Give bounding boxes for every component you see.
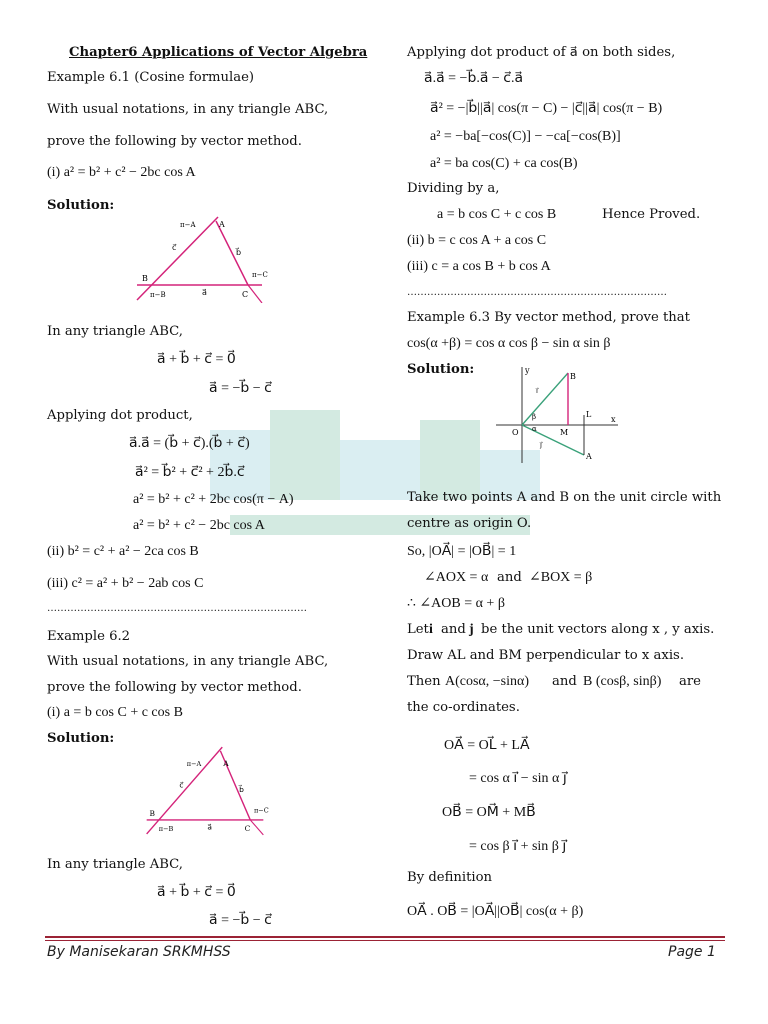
right-eq-ob: OB⃗ = OM⃗ + MB⃗ (442, 805, 536, 820)
fig3-label-j: j⃗ (540, 441, 542, 449)
right-eq-1: a⃗.a⃗ = −b⃗.a⃗ − c⃗.a⃗ (424, 71, 524, 86)
fig2-label-B: B (149, 809, 155, 819)
eq-vector-sum-2: a⃗ + b⃗ + c⃗ = 0⃗ (157, 885, 236, 900)
right-line-dot-both-sides: Applying dot product of a⃗ on both sides, (407, 45, 676, 60)
example-6-2-part3: (iii) c = a cos B + b cos A (407, 259, 551, 274)
fig3-label-B: B (570, 372, 576, 381)
right-eq-oa: OA⃗ = OL⃗ + LA⃗ (444, 738, 530, 753)
fig1-label-piC: π−C (252, 271, 268, 279)
fig1-label-b: b⃗ (236, 248, 242, 257)
right-line-centre: centre as origin O. (407, 516, 532, 531)
right-line-let: Let (407, 622, 429, 637)
footer-author: By Manisekaran SRKMHSS (47, 944, 231, 960)
example-6-1-part1: (i) a² = b² + c² − 2bc cos A (47, 165, 196, 180)
chapter-header: Chapter6 Applications of Vector Algebra (69, 45, 368, 60)
eq-a-vector-2: a⃗ = −b⃗ − c⃗ (209, 913, 272, 928)
eq-dot-2: a⃗² = b⃗² + c⃗² + 2b⃗.c⃗ (135, 465, 245, 480)
example-6-2-line1: With usual notations, in any triangle ABC, (47, 654, 329, 669)
right-line-j-vector: j⃗ (469, 622, 485, 637)
right-line-draw: Draw AL and BM perpendicular to x axis. (407, 648, 685, 663)
fig3-label-i: i⃗ (536, 387, 538, 395)
right-line-i-vector: i⃗ (429, 622, 444, 637)
eq-a-vector: a⃗ = −b⃗ − c⃗ (209, 381, 272, 396)
eq-dot-3: a² = b² + c² + 2bc cos(π − A) (133, 492, 294, 507)
footer-rule-thin (45, 940, 725, 941)
right-line-modulus: So, |OA⃗| = |OB⃗| = 1 (407, 544, 517, 559)
fig1-label-piB: π−B (150, 291, 166, 299)
right-line-by-definition: By definition (407, 870, 493, 885)
right-eq-result: a = b cos C + c cos B (437, 207, 557, 222)
fig1-label-c: c⃗ (172, 243, 177, 252)
solution-label: Solution: (47, 198, 115, 213)
eq-vector-sum: a⃗ + b⃗ + c⃗ = 0⃗ (157, 352, 236, 367)
example-6-3-equation: cos(α +β) = cos α cos β − sin α sin β (407, 336, 611, 351)
right-line-and-3: and (552, 674, 577, 689)
eq-dot-1: a⃗.a⃗ = (b⃗ + c⃗).(b⃗ + c⃗) (129, 436, 250, 451)
fig2-label-a: a⃗ (207, 822, 212, 832)
right-line-coordinates: the co-ordinates. (407, 700, 520, 715)
unit-circle-figure (492, 365, 622, 465)
in-triangle-text-2: In any triangle ABC, (47, 857, 183, 872)
right-line-and: and (497, 570, 522, 585)
right-line-point-a: A(cosα, −sinα) (445, 674, 529, 689)
triangle-figure-1 (132, 215, 282, 303)
example-6-3-title: Example 6.3 By vector method, prove that (407, 310, 690, 325)
fig1-label-C: C (242, 290, 249, 299)
example-6-1-part2: (ii) b² = c² + a² − 2ca cos B (47, 544, 199, 559)
fig1-label-B: B (142, 274, 148, 283)
right-line-take-two-points: Take two points A and B on the unit circle with (407, 490, 722, 505)
fig2-label-b: b⃗ (239, 784, 244, 794)
fig2-label-A: A (223, 758, 229, 768)
footer-page-number: Page 1 (668, 944, 716, 960)
fig3-label-A: A (586, 452, 592, 461)
example-6-2-part1: (i) a = b cos C + c cos B (47, 705, 183, 720)
footer-rule-thick (45, 936, 725, 938)
eq-dot-4: a² = b² + c² − 2bc cos A (133, 518, 265, 533)
right-eq-3: a² = −ba[−cos(C)] − −ca[−cos(B)] (430, 129, 621, 144)
right-eq-ob-expansion: = cos β i⃗ + sin β j⃗ (469, 839, 567, 854)
fig2-label-C: C (244, 824, 251, 834)
applying-dot-product: Applying dot product, (47, 408, 193, 423)
fig3-label-O: O (512, 428, 519, 437)
fig2-label-piC: π−C (254, 806, 269, 815)
right-eq-2: a⃗² = −|b⃗||a⃗| cos(π − C) − |c⃗||a⃗| cos(π − B) (430, 101, 663, 116)
fig2-label-piB: π−B (158, 825, 174, 834)
example-6-1-part3: (iii) c² = a² + b² − 2ab cos C (47, 576, 204, 591)
right-line-point-b: B (cosβ, sinβ) (583, 674, 662, 689)
fig3-label-L: L (586, 410, 592, 419)
right-eq-oa-expansion: = cos α i⃗ − sin α j⃗ (469, 771, 567, 786)
fig3-label-alpha: α (532, 425, 537, 433)
example-6-1-title: Example 6.1 (Cosine formulae) (47, 70, 255, 85)
right-line-angle-box: ∠BOX = β (529, 570, 593, 585)
right-line-are: are (679, 674, 701, 689)
right-line-and-2: and (441, 622, 466, 637)
dividing-by-a: Dividing by a, (407, 181, 500, 196)
fig3-label-x: x (611, 415, 616, 424)
right-eq-dot-definition: OA⃗ . OB⃗ = |OA⃗||OB⃗| cos(α + β) (407, 904, 584, 919)
in-triangle-text: In any triangle ABC, (47, 324, 183, 339)
right-line-unit-vectors: be the unit vectors along x , y axis. (481, 622, 715, 637)
right-line-aob: ∴ ∠AOB = α + β (407, 596, 505, 611)
fig3-label-beta: β (532, 413, 537, 421)
solution-label-3: Solution: (407, 362, 475, 377)
right-line-then: Then (407, 674, 441, 689)
example-6-2-part2: (ii) b = c cos A + a cos C (407, 233, 547, 248)
fig1-label-a: a⃗ (202, 288, 207, 297)
solution-label-2: Solution: (47, 731, 115, 746)
fig2-label-c: c⃗ (179, 780, 184, 790)
triangle-figure-2 (142, 742, 282, 840)
hence-proved: Hence Proved. (602, 207, 701, 222)
fig1-label-piA: π−A (180, 221, 196, 229)
fig1-label-A: A (219, 220, 225, 229)
example-6-1-line1: With usual notations, in any triangle ABC, (47, 102, 329, 117)
example-6-2-line2: prove the following by vector method. (47, 680, 302, 695)
separator-dots-right: …………………………………………………………………… (407, 287, 667, 298)
separator-dots: …………………………………………………………………… (47, 603, 307, 614)
example-6-2-title: Example 6.2 (47, 629, 131, 644)
fig3-label-y: y (525, 366, 530, 375)
right-line-angle-aox: ∠AOX = α (424, 570, 489, 585)
right-eq-4: a² = ba cos(C) + ca cos(B) (430, 156, 578, 171)
fig2-label-piA: π−A (186, 759, 202, 768)
example-6-1-line2: prove the following by vector method. (47, 134, 302, 149)
fig3-label-M: M (560, 428, 569, 437)
